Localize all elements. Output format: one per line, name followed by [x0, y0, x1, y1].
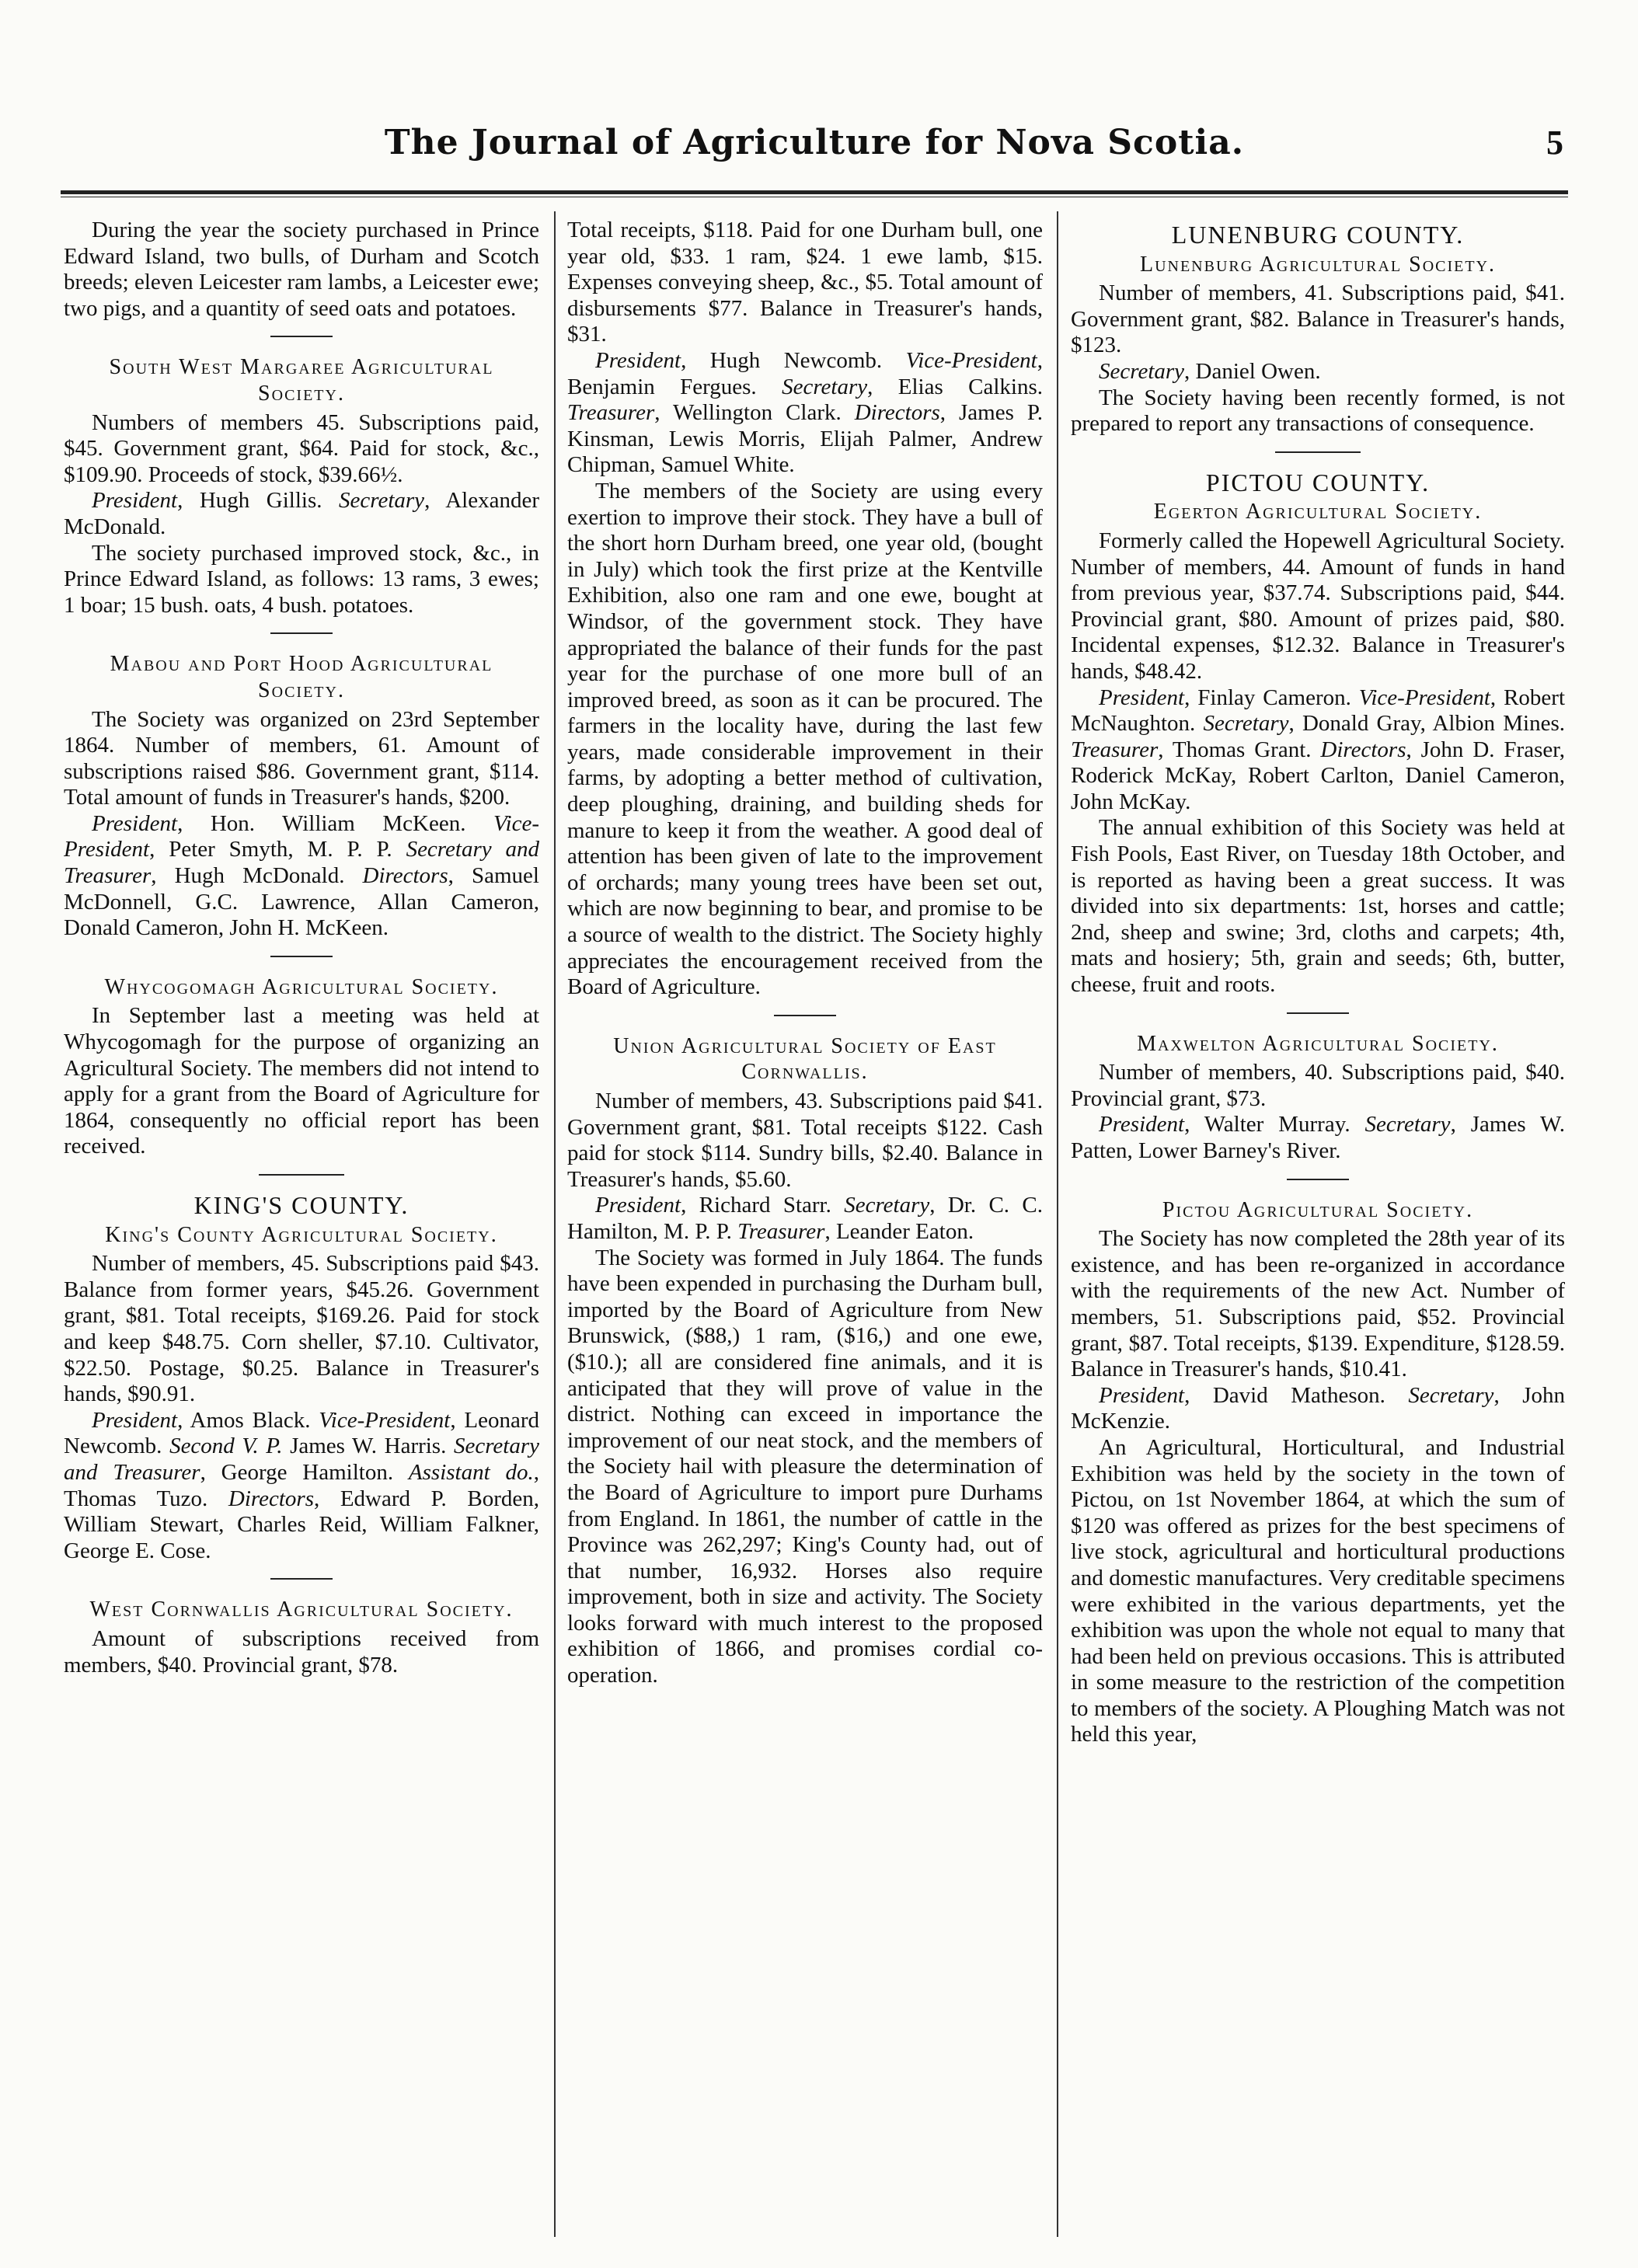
paragraph: The annual exhibition of this Society was held at Fish Pools, East River, on Tuesday 18th October, and is reported as having been a great success. It was divided into six departments: 1st, horses and cattle; 2nd, sheep and swine; 3rd, cloths and carpets; 4th, mats and hosiery; 5th, grain and seeds; 6th, butter, cheese, fruit and roots. [1071, 815, 1565, 998]
officers: President, Amos Black. Vice-President, Leonard Newcomb. Second V. P. James W. Harris. Secretary and Treasurer, George Hamilton. Assistant do., Thomas Tuzo. Directors, Edward P. Borden, William Stewart, Charles Reid, William Falkner, George E. Cose. [64, 1407, 539, 1563]
paragraph: Number of members, 45. Subscriptions paid $43. Balance from former years, $45.26. Government grant, $81. Total receipts, $169.26. Paid for stock and keep $48.75. Corn sheller, $7.10. Cultivator, $22.50. Postage, $0.25. Balance in Treasurer's hands, $90.91. [64, 1251, 539, 1407]
section-heading: Egerton Agricultural Society. [1153, 500, 1483, 524]
county-heading: KING'S COUNTY. [193, 1191, 410, 1219]
paragraph: Formerly called the Hopewell Agricultural Society. Number of members, 44. Amount of funds in hand from previous year, $37.74. Subscriptions paid, $44. Provincial grant, $80. Amount of prizes paid, $80. Incidental expenses, $12.32. Balance in Treasurer's hands, $48.42. [1071, 528, 1565, 684]
section-heading: South West Margaree Agricultural Society. [109, 355, 494, 406]
section-heading: Maxwelton Agricultural Society. [1137, 1031, 1499, 1056]
officers: President, Hon. William McKeen. Vice-President, Peter Smyth, M. P. P. Secretary and Treasurer, Hugh McDonald. Directors, Samuel McDonnell, G.C. Lawrence, Allan Cameron, Donald Cameron, John H. McKeen. [64, 810, 539, 941]
officers: Secretary, Daniel Owen. [1099, 358, 1321, 384]
officers: President, David Matheson. Secretary, John McKenzie. [1071, 1382, 1565, 1434]
column-divider [1057, 211, 1058, 2237]
section-divider [270, 632, 333, 634]
section-divider [259, 1174, 344, 1176]
section-heading: Union Agricultural Society of East Cornwallis. [613, 1033, 997, 1085]
county-heading: PICTOU COUNTY. [1205, 468, 1431, 496]
section-heading: King's County Agricultural Society. [105, 1222, 498, 1247]
officers: President, Hugh Gillis. Secretary, Alexander McDonald. [64, 488, 539, 539]
paragraph: Amount of subscriptions received from members, $40. Provincial grant, $78. [64, 1625, 539, 1677]
section-divider [774, 1015, 836, 1016]
officers: President, Walter Murray. Secretary, James W. Patten, Lower Barney's River. [1071, 1112, 1565, 1163]
paragraph: During the year the society purchased in Prince Edward Island, two bulls, of Durham and Scotch breeds; eleven Leicester ram lambs, a Leicester ewe; two pigs, and a quantity of seed oats and potatoes. [64, 218, 539, 321]
paragraph: Number of members, 43. Subscriptions paid $41. Government grant, $81. Total receipts $122. Cash paid for stock $114. Sundry bills, $2.40. Balance in Treasurer's hands, $5.60. [567, 1089, 1043, 1192]
section-divider [1287, 1012, 1349, 1014]
paragraph: The Society was organized on 23rd September 1864. Number of members, 61. Amount of subscriptions raised $86. Government grant, $114. Total amount of funds in Treasurer's hands, $200. [64, 706, 539, 810]
section-divider [270, 1578, 333, 1580]
section-heading: Whycogomagh Agricultural Society. [104, 974, 499, 999]
officers: President, Richard Starr. Secretary, Dr. C. C. Hamilton, M. P. P. Treasurer, Leander Eaton. [567, 1193, 1043, 1244]
column-1 [64, 218, 539, 2237]
paragraph: The members of the Society are using every exertion to improve their stock. They have a bull of the short horn Durham breed, one year old, (bought in July) which took the first prize at the Kentville Exhibition, also one ram and one ewe, bought at Windsor, of the government stock. They have appropriated the balance of their funds for the past year for the purchase of one more bull of an improved breed, as soon as it can be procured. The farmers in the locality have, during the last few years, made considerable improvement in their farms, by adopting a better method of cultivation, deep ploughing, draining, and building sheds for manure to keep it from the weather. A good deal of attention has been given of late to the improvement of orchards; many young trees have been set out, which are now beginning to bear, and promise to be a source of wealth to the district. The Society highly appreciates the encouragement received from the Board of Agriculture. [567, 478, 1043, 1000]
officers: President, Hugh Newcomb. Vice-President, Benjamin Fergues. Secretary, Elias Calkins. Treasurer, Wellington Clark. Directors, James P. Kinsman, Lewis Morris, Elijah Palmer, Andrew Chipman, Samuel White. [567, 347, 1043, 478]
journal-title: The Journal of Agriculture for Nova Scotia. [384, 123, 1245, 162]
paragraph: Number of members, 40. Subscriptions paid, $40. Provincial grant, $73. [1071, 1060, 1565, 1111]
paragraph: The Society was formed in July 1864. The funds have been expended in purchasing the Durham bull, imported by the Board of Agriculture from New Brunswick, ($88,) 1 ram, ($16,) and one ewe, ($10.); all are considered fine animals, and it is anticipated that they will prove of value in the district. Nothing can exceed in importance the improvement of our neat stock, and the members of the Society hail with pleasure the determination of the Board of Agriculture to import pure Durhams from England. In 1861, the number of cattle in the Province was 262,297; King's County had, out of that number, 16,932. Horses also require improvement, both in size and activity. The Society looks forward with much interest to the proposed exhibition of 1866, and promises cordial co-operation. [567, 1245, 1043, 1688]
paragraph: Numbers of members 45. Subscriptions paid, $45. Government grant, $64. Paid for stock, &c., $109.90. Proceeds of stock, $39.66½. [64, 409, 539, 487]
county-heading: LUNENBURG COUNTY. [1171, 221, 1465, 249]
column-2 [567, 218, 1043, 2237]
paragraph: In September last a meeting was held at Whycogomagh for the purpose of organizing an Agricultural Society. The members did not intend to apply for a grant from the Board of Agriculture for 1864, consequently no official report has been received. [64, 1003, 539, 1159]
section-heading: Lunenburg Agricultural Society. [1139, 252, 1497, 277]
page-header [61, 117, 1568, 186]
paragraph: Number of members, 41. Subscriptions paid, $41. Government grant, $82. Balance in Treasurer's hands, $123. [1071, 280, 1565, 358]
officers: President, Finlay Cameron. Vice-President, Robert McNaughton. Secretary, Donald Gray, Albion Mines. Treasurer, Thomas Grant. Directors, John D. Fraser, Roderick McKay, Robert Carlton, Daniel Cameron, John McKay. [1071, 685, 1565, 814]
header-rule [61, 190, 1568, 197]
section-heading: Pictou Agricultural Society. [1162, 1197, 1474, 1222]
column-divider [554, 211, 556, 2237]
section-divider [270, 956, 333, 957]
paragraph: The Society has now completed the 28th year of its existence, and has been re-organized in accordance with the requirements of the new Act. Number of members, 51. Subscriptions paid, $52. Provincial grant, $87. Total receipts, $139. Expenditure, $128.59. Balance in Treasurer's hands, $10.41. [1071, 1226, 1565, 1382]
paragraph: The Society having been recently formed, is not prepared to report any transactions of consequence. [1071, 385, 1565, 437]
paragraph: An Agricultural, Horticultural, and Industrial Exhibition was held by the society in the town of Pictou, on 1st November 1864, at which the sum of $120 was offered as prizes for the best specimens of live stock, agricultural and horticultural productions and domestic manufactures. Very creditable specimens were exhibited in the various departments, yet the exhibition was upon the whole not equal to many that had been held on previous occasions. This is attributed in some measure to the restriction of the competition to members of the society. A Ploughing Match was not held this year, [1071, 1434, 1565, 1747]
section-divider [1287, 1179, 1349, 1180]
section-heading: West Cornwallis Agricultural Society. [89, 1597, 514, 1622]
column-3 [1071, 218, 1565, 2237]
section-divider [270, 336, 333, 337]
paragraph: The society purchased improved stock, &c., in Prince Edward Island, as follows: 13 rams, 3 ewes; 1 boar; 15 bush. oats, 4 bush. potatoes. [64, 540, 539, 618]
section-heading: Mabou and Port Hood Agricultural Society. [110, 652, 493, 702]
section-divider [1275, 451, 1361, 453]
paragraph: Total receipts, $118. Paid for one Durham bull, one year old, $33. 1 ram, $24. 1 ewe lamb, $15. Expenses conveying sheep, &c., $5. Total amount of disbursements $77. Balance in Treasurer's hands, $31. [567, 218, 1043, 347]
page-number: 5 [1546, 124, 1563, 162]
